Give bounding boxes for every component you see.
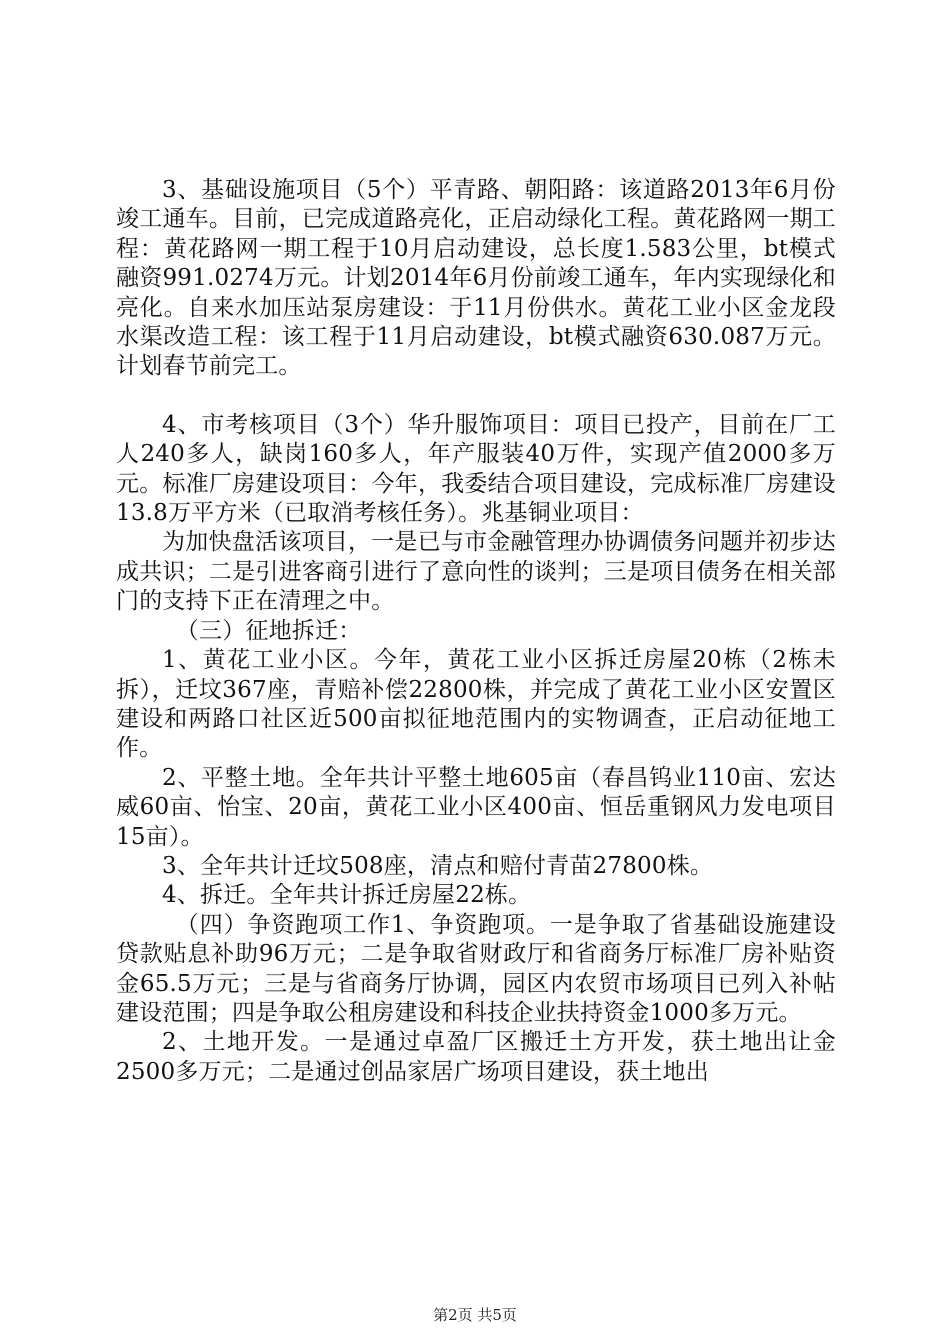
section-heading-land-acquisition: （三）征地拆迁： xyxy=(175,617,362,644)
paragraph-grave-relocation: 3、全年共计迁坟508座，清点和赔付青苗27800株。 xyxy=(162,852,714,879)
paragraph-huanghua-industrial-zone: 1、黄花工业小区。今年，黄花工业小区拆迁房屋20栋（2栋未拆），迁坟367座，青赔补偿22800株，并完成了黄花工业小区安置区建设和两路口社区近500亩拟征地范围内的实物调查，正启动征地工作。 xyxy=(116,647,836,762)
paragraph-revitalize-project: 为加快盘活该项目，一是已与市金融管理办协调债务问题并初步达成共识；二是引进客商引进行了意向性的谈判；三是项目债务在相关部门的支持下正在清理之中。 xyxy=(116,529,836,615)
paragraph-demolition: 4、拆迁。全年共计拆迁房屋22栋。 xyxy=(162,882,532,909)
paragraph-land-development: 2、土地开发。一是通过卓盈厂区搬迁土方开发，获土地出让金2500多万元；二是通过创品家居广场项目建设，获土地出 xyxy=(116,1029,836,1085)
page-number-footer: 第2页 共5页 xyxy=(433,1306,517,1324)
paragraph-land-leveling: 2、平整土地。全年共计平整土地605亩（春昌钨业110亩、宏达威60亩、怡宝、20亩，黄花工业小区400亩、恒岳重钢风力发电项目15亩）。 xyxy=(116,764,836,850)
paragraph-infrastructure-projects: 3、基础设施项目（5个）平青路、朝阳路：该道路2013年6月份竣工通车。目前，已完成道路亮化，正启动绿化工程。黄花路网一期工程：黄花路网一期工程于10月启动建设，总长度1.583公里，bt模式融资991.0274万元。计划2014年6月份前竣工通车，年内实现绿化和亮化。自来水加压站泵房建设：于11月份供水。黄花工业小区金龙段水渠改造工程：该工程于11月启动建设，bt模式融资630.087万元。计划春节前完工。 xyxy=(116,177,836,380)
document-body xyxy=(116,176,836,1087)
paragraph-city-assessment-projects: 4、市考核项目（3个）华升服饰项目：项目已投产，目前在厂工人240多人，缺岗160多人，年产服装40万件，实现产值2000多万元。标准厂房建设项目：今年，我委结合项目建设，完成标准厂房建设13.8万平方米（已取消考核任务）。兆基铜业项目： xyxy=(116,411,836,527)
paragraph-funding-projects: （四）争资跑项工作1、争资跑项。一是争取了省基础设施建设贷款贴息补助96万元；二是争取省财政厅和省商务厅标准厂房补贴资金65.5万元；三是与省商务厅协调，园区内农贸市场项目已列入补帖建设范围；四是争取公租房建设和科技企业扶持资金1000多万元。 xyxy=(116,911,836,1026)
